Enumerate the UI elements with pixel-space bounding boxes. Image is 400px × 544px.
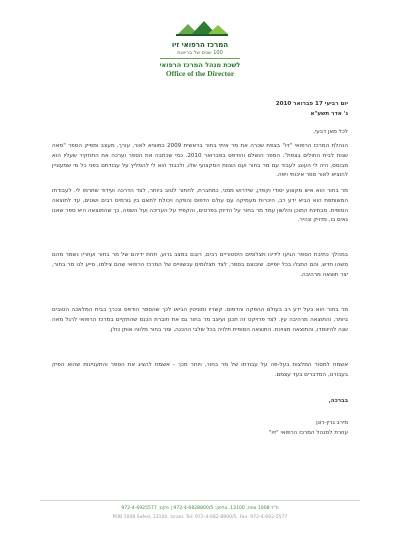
paragraph-3: במהלך כתיבת הספר הגיעו לידינו תצלומים היסטוריים רבים, רובם במצב גרוע, תחת ידיהם של מר בחור ועוזריו נשמר מהם משהו חדש, והם התגלו בכל יופיים. שיבוצם בספר, לצד תצלומים עכשוויים של המרכז הרפואי שהם צילמו, סייע לנו מר בחור, יצר תוצאה מרהיבה. xyxy=(52,252,348,278)
paragraph-1: הנהלת המרכז הרפואי "זיו" בצפת שכרה את מר איתי בחור בראשית 2009 כמוציא לאור, עורך, מעצב ומפיק הספר "מאה שנות לבית החולים בצפת". הספר הושלם והודפס בפברואר 2010. כמי שכתבה את הספר וערכה את התחקיר שעליו הוא מבוסס, היה לי העונג לעבוד עם מר בחור ועם הצוות המקצועי שלו, ולכבוד הוא לי להמליץ על עבודתם בפני כל מי שמעוניין להוציא לאור ספר איכותי ויפה. xyxy=(52,143,348,179)
footer-address-hebrew: ת"ד 1008 צפת, 13100. טלפון: 972-4-6828800/5 | פקס: 972-4-6925577 xyxy=(121,506,279,511)
closing: בברכה, xyxy=(328,398,348,404)
letterhead-divider xyxy=(160,58,240,59)
date-gregorian: יום רביעי 17 פברואר 2010 xyxy=(275,101,348,107)
paragraph-4: מר בחור הוא בעל ידע רב בעולם ההפקה והדפוס. קשריו ומוניטין הביאו לכך שהספר הודפס ונכרך בבית המלאכה הטובים ביותר, והתוצאה מרהיבה עין. לצד פרויקט זה תכנן ועיצב מר בחור גם את חוברת הכנס שהתקיים במרכז הרפואי לרגל מאה שנה להיווסדו, והתוצאה מצוינת. התוצאה הסופית תלויה בכל שלבי ההכנה, ומר בחור מלווה אותן כולן. xyxy=(52,307,348,333)
org-name: המרכז הרפואי זיו xyxy=(171,41,229,49)
footer-divider xyxy=(40,500,360,501)
paragraph-5: אשמח למסור המלצות בעל-פה על עבודתו של מר בחור, ויותר מכך - אשמח להציג את הספר והתעניינות שהוא הפיק בעבורנו, המדברים בעד עצמם. xyxy=(52,362,348,378)
signer-name: מירב גרין-רונן xyxy=(316,420,348,426)
footer-address-english: POB 1008 Safed, 13100, Israel. Tel: 972-4-682-8800/5, Fax: 972-4-692-5577 xyxy=(112,515,288,520)
org-years-tagline: 100 שנים של בריאות xyxy=(177,50,223,56)
office-title-english: Office of the Director xyxy=(165,69,235,78)
signature-block xyxy=(52,419,348,439)
hospital-logo-icon xyxy=(174,16,230,38)
signer-title: עוזרת למנהל המרכז הרפואי "זיו" xyxy=(268,429,348,436)
letter-date xyxy=(52,100,348,120)
date-hebrew: ג' אדר תשע"א xyxy=(310,110,348,117)
salutation: לכל מאן דבעי, xyxy=(313,129,348,135)
office-title-hebrew: לשכת מנהל המרכז הרפואי xyxy=(159,61,241,69)
paragraph-2: מר בחור הוא איש מקצוע יסודי וקפדן, שידרוש ממני, כמחברת, לחתור לטוב ביותר, לצד הדרכה ועידוד שתרמו לי. לעבודתו המשותפת הוא הביא ידע רב, היכרות מעמיקה עם עולם הדפוס והפקה ויכולת לתאם בין גורמים רבים ושונים, עד לתוצאה הסופית. מבחינת התוכן והלשון עמד מר בחור על הדיוק בפרטים, והקפיד על העריכה ועל השפה, כך שהתוצאה היא ספר שאנו גאים בו, מדויק ונהיר. xyxy=(52,188,348,224)
